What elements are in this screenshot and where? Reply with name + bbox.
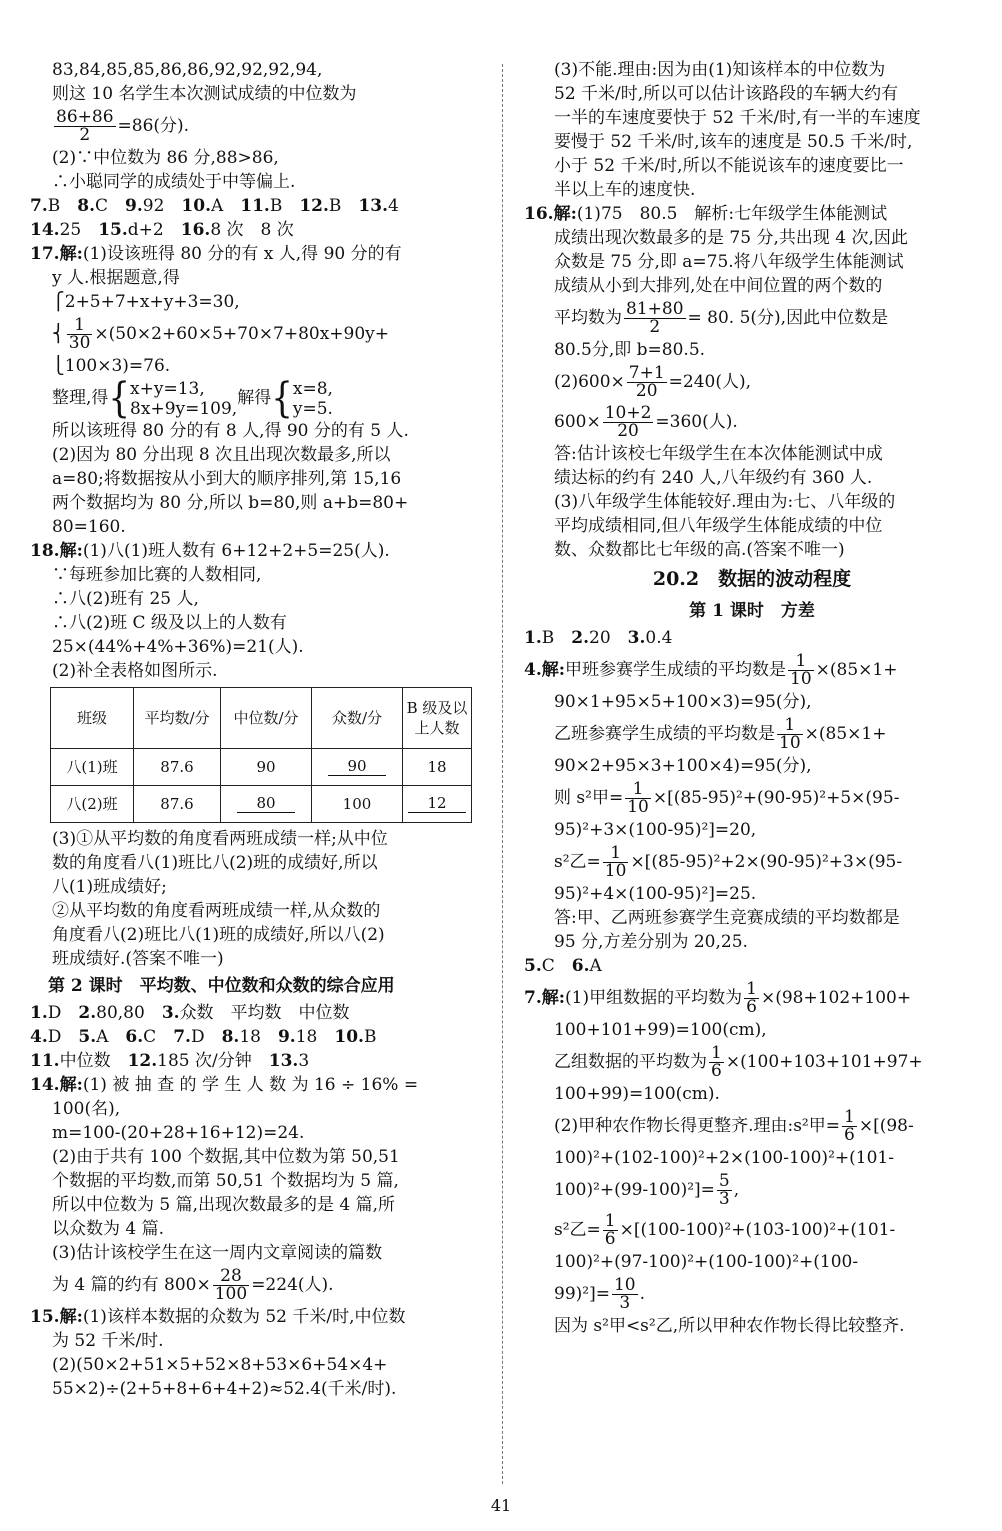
text-line: 55×2)÷(2+5+8+6+4+2)≈52.4(千米/时). — [52, 1378, 397, 1399]
fraction-line: 99)²]= $\frac{10}{3}$ . — [554, 1275, 646, 1313]
text-line: 小于 52 千米/时,所以不能说该车的速度要比一 — [554, 156, 904, 176]
answer-row: 14.25 15.d+2 16.8 次 8 次 — [30, 220, 294, 240]
section-title: 20.2 数据的波动程度 — [652, 568, 852, 590]
text-line: 则这 10 名学生本次测试成绩的中位数为 — [52, 84, 357, 104]
text-line: 90×2+95×3+100×4)=95(分), — [554, 756, 812, 776]
text-line: 83,84,85,85,86,86,92,92,92,94, — [52, 60, 323, 80]
text-line: (3)估计该校学生在这一周内文章阅读的篇数 — [52, 1242, 383, 1263]
question-17-header: 17.解:(1)设该班得 80 分的有 x 人,得 90 分的有 — [30, 244, 402, 264]
text-line: 90×1+95×5+100×3)=95(分), — [554, 692, 812, 712]
text-line: 80.5分,即 b=80.5. — [554, 340, 706, 360]
text-line: 因为 s²甲<s²乙,所以甲种农作物长得比较整齐. — [554, 1316, 905, 1336]
text-line: a=80;将数据按从小到大的顺序排列,第 15,16 — [52, 468, 402, 489]
text-line: 所以中位数为 5 篇,出现次数最多的是 4 篇,所 — [52, 1194, 396, 1215]
table-row: 八(1)班 87.6 90 90 18 — [51, 748, 472, 785]
text-line: m=100-(20+28+16+12)=24. — [52, 1122, 305, 1143]
text-line: 一半的车速度要快于 52 千米/时,有一半的车速度 — [554, 108, 921, 128]
text-line: 95)²+4×(100-95)²]=25. — [554, 884, 757, 904]
text-line: 班成绩好.(答案不唯一) — [52, 948, 224, 969]
answer-row: 1.B 2.20 3.0.4 — [524, 628, 673, 648]
equation-line: ⎨ $\frac{1}{30}$ ×(50×2+60×5+70×7+80x+90y+ — [52, 315, 390, 353]
text-line: (3)不能.理由:因为由(1)知该样本的中位数为 — [554, 60, 886, 80]
fraction: $\frac{1}{6}$ — [604, 1211, 616, 1249]
fraction: $\frac{7+1}{20}$ — [628, 363, 665, 401]
text-line: 半以上车的速度快. — [554, 180, 696, 200]
answer-row: 5.C 6.A — [524, 956, 602, 976]
text-line: 众数是 75 分,即 a=75.将八年级学生体能测试 — [554, 252, 904, 272]
question-16-header: 16.解:(1)75 80.5 解析:七年级学生体能测试 — [524, 204, 888, 224]
text-line: 要慢于 52 千米/时,该车的速度是 50.5 千米/时, — [554, 132, 913, 152]
text-line: ∴小聪同学的成绩处于中等偏上. — [52, 172, 296, 192]
fraction: $\frac{1}{10}$ — [779, 715, 801, 753]
text-line: 52 千米/时,所以可以估计该路段的车辆大约有 — [554, 84, 899, 104]
page-number: 41 — [490, 1496, 512, 1515]
text-line: 数的角度看八(1)班比八(2)班的成绩好,所以 — [52, 852, 378, 873]
text-line: 答:估计该校七年级学生在本次体能测试中成 — [554, 444, 883, 464]
text-line: ∵每班参加比赛的人数相同, — [52, 564, 262, 585]
text-line: 成绩出现次数最多的是 75 分,共出现 4 次,因此 — [554, 228, 908, 248]
right-column — [524, 58, 980, 1338]
table-header-row: 班级 平均数/分 中位数/分 众数/分 B 级及以 上人数 — [51, 687, 472, 748]
left-column — [30, 58, 482, 1401]
text-line: 100+99)=100(cm). — [554, 1084, 720, 1104]
text-line: 成绩从小到大排列,处在中间位置的两个数的 — [554, 276, 883, 296]
fraction-line: 平均数为 $\frac{81+80}{2}$ = 80. 5(分),因此中位数是 — [554, 299, 889, 337]
text-line: (2)(50×2+51×5+52×8+53×6+54×4+ — [52, 1354, 388, 1375]
text-line: 25×(44%+4%+36%)=21(人). — [52, 636, 304, 657]
text-line: 为 52 千米/时. — [52, 1330, 164, 1351]
text-line: (2)∵中位数为 86 分,88>86, — [52, 148, 279, 168]
text-line: y 人.根据题意,得 — [52, 268, 180, 288]
text-line: 平均成绩相同,但八年级学生体能成绩的中位 — [554, 516, 883, 536]
fraction: $\frac{5}{3}$ — [718, 1171, 730, 1209]
text-line: 所以该班得 80 分的有 8 人,得 90 分的有 5 人. — [52, 420, 409, 441]
system-line: 整理,得{ x+y=13, 8x+9y=109, 解得{ x=8, y=5. — [52, 378, 333, 419]
fraction-line: 乙班参赛学生成绩的平均数是 $\frac{1}{10}$ ×(85×1+ — [554, 715, 887, 753]
question-7-header: 7.解:(1)甲组数据的平均数为 $\frac{1}{6}$ ×(98+102+100+ — [524, 979, 912, 1017]
text-line: 数、众数都比七年级的高.(答案不唯一) — [554, 540, 845, 560]
answer-row: 4.D 5.A 6.C 7.D 8.18 9.18 10.B — [30, 1026, 377, 1047]
equation-line: ⎩100×3)=76. — [52, 356, 171, 376]
answer-row: 1.D 2.80,80 3.众数 平均数 中位数 — [30, 1002, 350, 1023]
text-line: (3)①从平均数的角度看两班成绩一样;从中位 — [52, 828, 388, 849]
question-15-header: 15.解:(1)该样本数据的众数为 52 千米/时,中位数 — [30, 1306, 406, 1327]
text-line: (3)八年级学生体能较好.理由为:七、八年级的 — [554, 492, 896, 512]
text-line: 八(1)班成绩好; — [52, 876, 167, 897]
text-line: 答:甲、乙两班参赛学生竞赛成绩的平均数都是 — [554, 908, 900, 928]
text-line: 角度看八(2)班比八(1)班的成绩好,所以八(2) — [52, 924, 385, 945]
lesson-1-title: 第 1 课时 方差 — [689, 601, 815, 621]
question-18-header: 18.解:(1)八(1)班人数有 6+12+2+5=25(人). — [30, 540, 390, 561]
score-table — [50, 687, 472, 823]
fraction: $\frac{1}{10}$ — [604, 843, 627, 881]
text-line: ∴八(2)班 C 级及以上的人数有 — [52, 612, 287, 633]
fraction: $\frac{81+80}{2}$ — [626, 299, 684, 337]
text-line: 95 分,方差分别为 20,25. — [554, 932, 748, 952]
text-line: 95)²+3×(100-95)²]=20, — [554, 820, 757, 840]
column-divider — [502, 64, 503, 1484]
text-line: (2)补全表格如图所示. — [52, 660, 218, 681]
fraction-line: s²乙= $\frac{1}{6}$ ×[(100-100)²+(103-100)²+(101- — [554, 1211, 896, 1249]
fraction: $\frac{1}{10}$ — [790, 651, 812, 689]
text-line: 80=160. — [52, 516, 126, 537]
fraction-line: (2)甲种农作物长得更整齐.理由:s²甲= $\frac{1}{6}$ ×[(98- — [554, 1107, 914, 1145]
lesson-2-title: 第 2 课时 平均数、中位数和众数的综合应用 — [48, 975, 395, 996]
fraction-line: 为 4 篇的约有 800× $\frac{28}{100}$ =224(人). — [52, 1265, 334, 1304]
text-line: 绩达标的约有 240 人,八年级约有 360 人. — [554, 468, 873, 488]
fraction: $\frac{28}{100}$ — [214, 1265, 248, 1304]
fraction: $\frac{10}{3}$ — [613, 1275, 636, 1313]
text-line: 100+101+99)=100(cm), — [554, 1020, 767, 1040]
fraction-line: s²乙= $\frac{1}{10}$ ×[(85-95)²+2×(90-95)²+3×(95- — [554, 843, 903, 881]
fraction: $\frac{1}{30}$ — [68, 315, 91, 353]
text-line: 两个数据均为 80 分,所以 b=80,则 a+b=80+ — [52, 492, 409, 513]
text-line: ∴八(2)班有 25 人, — [52, 588, 199, 609]
answer-row: 11.中位数 12.185 次/分钟 13.3 — [30, 1050, 310, 1071]
answer-row: 7.B 8.C 9.92 10.A 11.B 12.B 13.4 — [30, 196, 399, 216]
fraction: $\frac{10+2}{20}$ — [604, 403, 652, 441]
text-line: (2)由于共有 100 个数据,其中位数为第 50,51 — [52, 1146, 400, 1167]
fraction: $\frac{1}{6}$ — [711, 1043, 722, 1081]
fraction-line: 乙组数据的平均数为 $\frac{1}{6}$ ×(100+103+101+97+ — [554, 1043, 923, 1081]
table-row: 八(2)班 87.6 80 100 12 — [51, 785, 472, 822]
fraction-line: 100)²+(99-100)²]= $\frac{5}{3}$ , — [554, 1171, 740, 1209]
text-line: 100)²+(102-100)²+2×(100-100)²+(101- — [554, 1148, 894, 1168]
fraction: $\frac{86+86}{2}$ — [56, 107, 114, 145]
text-line: 100(名), — [52, 1098, 121, 1119]
text-line: 以众数为 4 篇. — [52, 1218, 165, 1239]
text-line: (2)因为 80 分出现 8 次且出现次数最多,所以 — [52, 444, 391, 465]
fraction-line: (2)600× $\frac{7+1}{20}$ =240(人), — [554, 363, 752, 401]
text-line: ②从平均数的角度看两班成绩一样,从众数的 — [52, 900, 381, 921]
fraction-line: 600× $\frac{10+2}{20}$ =360(人). — [554, 403, 738, 441]
fraction-line: 则 s²甲= $\frac{1}{10}$ ×[(85-95)²+(90-95)²+5×(95- — [554, 779, 900, 817]
fraction: $\frac{1}{6}$ — [746, 979, 757, 1017]
text-line: 个数据的平均数,而第 50,51 个数据均为 5 篇, — [52, 1170, 399, 1191]
question-4-header: 4.解:甲班参赛学生成绩的平均数是 $\frac{1}{10}$ ×(85×1+ — [524, 651, 898, 689]
median-fraction-line: $\frac{86+86}{2}$ =86(分). — [56, 107, 190, 145]
equation-line: ⎧2+5+7+x+y+3=30, — [52, 292, 240, 312]
fraction: $\frac{1}{6}$ — [844, 1107, 855, 1145]
text-line: 100)²+(97-100)²+(100-100)²+(100- — [554, 1252, 859, 1272]
fraction: $\frac{1}{10}$ — [627, 779, 649, 817]
question-14-header: 14.解:(1) 被 抽 查 的 学 生 人 数 为 16 ÷ 16% = — [30, 1074, 419, 1095]
